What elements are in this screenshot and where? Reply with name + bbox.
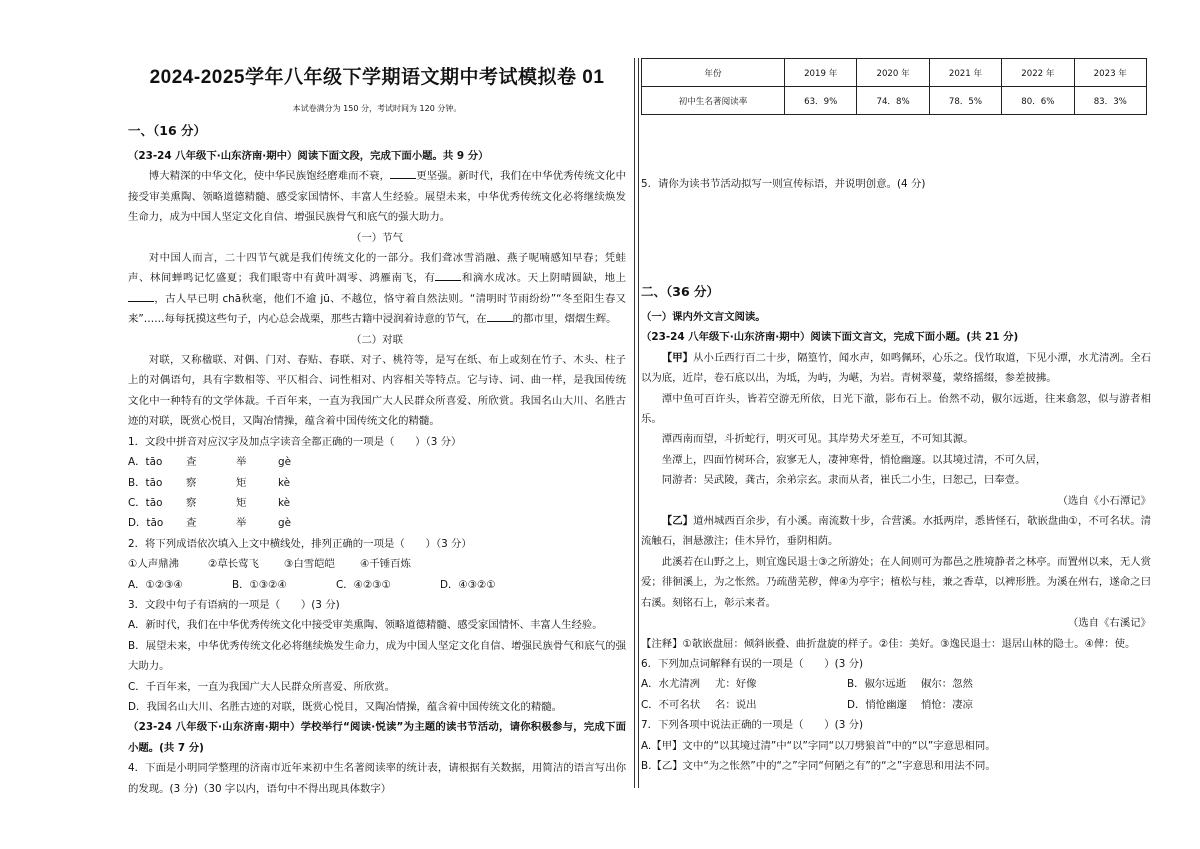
part1-heading: 一、（16 分） xyxy=(128,123,206,138)
reading-rate-table xyxy=(641,58,1147,115)
question-5: 5．请你为读书节活动拟写一则宣传标语，并说明创意。(4 分) xyxy=(641,178,926,190)
jia-paragraph-1: 【甲】从小丘西行百二十步，隔篁竹，闻水声，如鸣佩环，心乐之。伐竹取道，下见小潭，水尤清冽。全石以为底，近岸，卷石底以出，为坻，为屿，为嵁，为岩。青树翠蔓，蒙络摇缀，参差披拂。 xyxy=(641,351,1152,385)
jia-paragraph-5: 同游者：吴武陵，龚古，余弟宗玄。隶而从者，崔氏二小生，曰恕己，曰奉壹。 xyxy=(661,474,1026,487)
q1-option-b: B．tāo 察 矩 kè xyxy=(128,476,291,489)
question-7-stem: 7．下列各项中说法正确的一项是（ ）(3 分) xyxy=(641,719,864,732)
section-duilian: （二）对联 xyxy=(351,333,403,346)
q3-option-b: B．展望未来，中华优秀传统文化必将继续焕发生命力，成为中国人坚定文化自信、增强民族骨气和底气的强大助力。 xyxy=(128,639,626,673)
jia-paragraph-3: 潭西南而望，斗折蛇行，明灭可见。其岸势犬牙差互，不可知其源。 xyxy=(661,433,974,446)
q1-option-d: D．tāo 查 举 gè xyxy=(128,517,291,530)
blank-3 xyxy=(128,291,154,302)
exam-title: 2024-2025学年八年级下学期语文期中考试模拟卷 01 xyxy=(149,67,605,88)
yi-paragraph-1: 【乙】道州城西百余步，有小溪。南流数十步，合营溪。水抵两岸，悉皆怪石，欹嵌盘曲①，不可名状。清流触石，洄悬激注；佳木异竹，垂阴相荫。 xyxy=(641,515,1152,548)
part2-sub1: （一）课内外文言文阅读。 xyxy=(641,311,766,323)
jia-paragraph-2: 潭中鱼可百许头，皆若空游无所依，日光下澈，影布石上。佁然不动，俶尔远逝，往来翕忽，似与游者相乐。 xyxy=(641,392,1151,426)
q6-row-2: C．不可名状 名：说出 D．悄怆幽邃 悄怆：凄凉 xyxy=(641,698,973,711)
section-jieqi: （一）节气 xyxy=(351,231,403,244)
q3-option-d: D．我国名山大川、名胜古迹的对联，既赏心悦目，又陶冶情操，蕴含着中国传统文化的精髓。 xyxy=(128,700,563,713)
jia-source: （选自《小石潭记》 xyxy=(1057,494,1151,507)
annotation-note: 【注释】①欹嵌盘屈：倾斜嵌叠、曲折盘旋的样子。②佳：美好。③逸民退士：退居山林的隐士。④俾：使。 xyxy=(641,637,1136,650)
yi-source: （选自《右溪记》 xyxy=(1067,617,1151,630)
part2 xyxy=(641,281,1151,776)
table-header-row: 年份 2019 年 2020 年 2021 年 2022 年 2023 年 xyxy=(642,59,1147,87)
q7-option-b: B.【乙】文中“为之怅然”中的“之”字同“何陋之有”的“之”字意思和用法不同。 xyxy=(641,759,996,772)
blank-4 xyxy=(487,311,513,322)
question-6-stem: 6．下列加点词解释有误的一项是（ ）(3 分) xyxy=(641,657,864,670)
exam-subtitle: 本试卷满分为 150 分，考试时间为 120 分钟。 xyxy=(292,104,462,113)
table-row: 初中生名著阅读率 63．9% 74．8% 78．5% 80．6% 83．3% xyxy=(642,87,1147,115)
q7-option-a: A.【甲】文中的“以其境过清”中“以”字同“以刀劈狼首”中的“以”字意思相同。 xyxy=(641,739,996,752)
part2-intro: （23-24 八年级下·山东济南·期中）阅读下面文言文，完成下面小题。(共 21 分) xyxy=(641,331,1019,344)
q2-options: A．①②③④ B．①③②④ C．④②③① D．④③②① xyxy=(128,578,496,591)
blank-1 xyxy=(390,168,416,179)
paragraph-3: 对联，又称楹联、对偶、门对、春贴、春联、对子、桃符等，是写在纸、布上或刻在竹子、木头、柱子上的对偶语句，具有字数相等、平仄相合、词性相对、内容相关等特点。它与诗、词、曲一样，是我国传统文化中一种特有的文学体裁。千百年来，一直为我国广大人民群众所喜爱、所欣赏。我国名山大川、名胜古迹的对联，既赏心悦目，又陶冶情操，蕴含着中国传统文化的精髓。 xyxy=(128,354,626,428)
part1-intro: （23-24 八年级下·山东济南·期中）阅读下面文段，完成下面小题。共 9 分） xyxy=(128,150,489,162)
right-upper xyxy=(641,174,1151,194)
q3-option-a: A．新时代，我们在中华优秀传统文化中接受审美熏陶、领略道德精髓、感受家国情怀、丰富人生经验。 xyxy=(128,619,603,632)
q1-option-c: C．tāo 察 矩 kè xyxy=(128,496,291,509)
q3-option-c: C．千百年来，一直为我国广大人民群众所喜爱、所欣赏。 xyxy=(128,680,396,693)
question-1-stem: 1．文段中拼音对应汉字及加点字读音全都正确的一项是（ ）（3 分） xyxy=(128,435,462,448)
question-1-options xyxy=(128,452,626,534)
paragraph-2: 对中国人而言，二十四节气就是我们传统文化的一部分。我们聋冰雪消融、燕子呢喃感知早春；凭蛙声、林间蝉鸣记忆盛夏；我们眼寄中有黄叶凋零、鸿雁南飞，有 和滴水成冰。天上阴晴圆缺，地上，古人早已明 chā秋毫，他们不逾 jū、不越位，恪守着自然法则。“清明时节雨纷纷”“冬至阳生春又来”……每每抚摸这些句子，内心总会战栗，那些古籍中浸润着诗意的节气，在 的都市里，熠熠生辉。 xyxy=(128,252,627,326)
part1-intro-2: （23-24 八年级下·山东济南·期中）学校举行“阅读·悦读”为主题的读书节活动，请你积极参与，完成下面小题。(共 7 分) xyxy=(128,721,626,754)
paragraph-1: 博大精深的中华文化，使中华民族饱经磨难而不衰， 更坚强。新时代，我们在中华优秀传统文化中接受审美熏陶、领略道德精髓、感受家国情怀、丰富人生经验。展望未来，中华优秀传统文化必将继续焕发生命力，成为中国人坚定文化自信、增强民族骨气和底气的强大助力。 xyxy=(128,170,627,224)
part1 xyxy=(128,120,626,799)
yi-paragraph-2: 此溪若在山野之上，则宜逸民退士③之所游处；在人间则可为都邑之胜境静者之林亭。而置州以来，无人赏爱；徘徊溪上，为之怅然。乃疏凿芜秽，俾④为亭宇；植松与桂，兼之香草，以裨形胜。为溪在州右，遂命之曰右溪。刻铭石上，彰示来者。 xyxy=(641,555,1151,609)
blank-2 xyxy=(435,270,461,281)
q1-option-a: A．tāo 查 举 gè xyxy=(128,456,291,469)
jia-paragraph-4: 坐潭上，四面竹树环合，寂寥无人，凄神寒骨，悄怆幽邃。以其境过清，不可久居， xyxy=(661,453,1047,466)
question-4: 4．下面是小明同学整理的济南市近年来初中生名著阅读率的统计表，请根据有关数据，用简洁的语言写出你的发现。(3 分)（30 字以内，语句中不得出现具体数字） xyxy=(128,762,626,795)
column-divider xyxy=(634,58,639,788)
question-2-stem: 2．将下列成语依次填入上文中横线处，排列正确的一项是（ ）（3 分） xyxy=(128,537,472,550)
q6-row-1: A．水尤清冽 尤：好像 B．俶尔远逝 俶尔：忽然 xyxy=(641,678,973,691)
part2-heading: 二、（36 分） xyxy=(641,284,719,299)
question-3-stem: 3．文段中句子有语病的一项是（ ）(3 分) xyxy=(128,598,340,611)
q2-idioms: ①人声鼎沸 ②草长莺飞 ③白雪皑皑 ④千锤百炼 xyxy=(128,558,411,571)
